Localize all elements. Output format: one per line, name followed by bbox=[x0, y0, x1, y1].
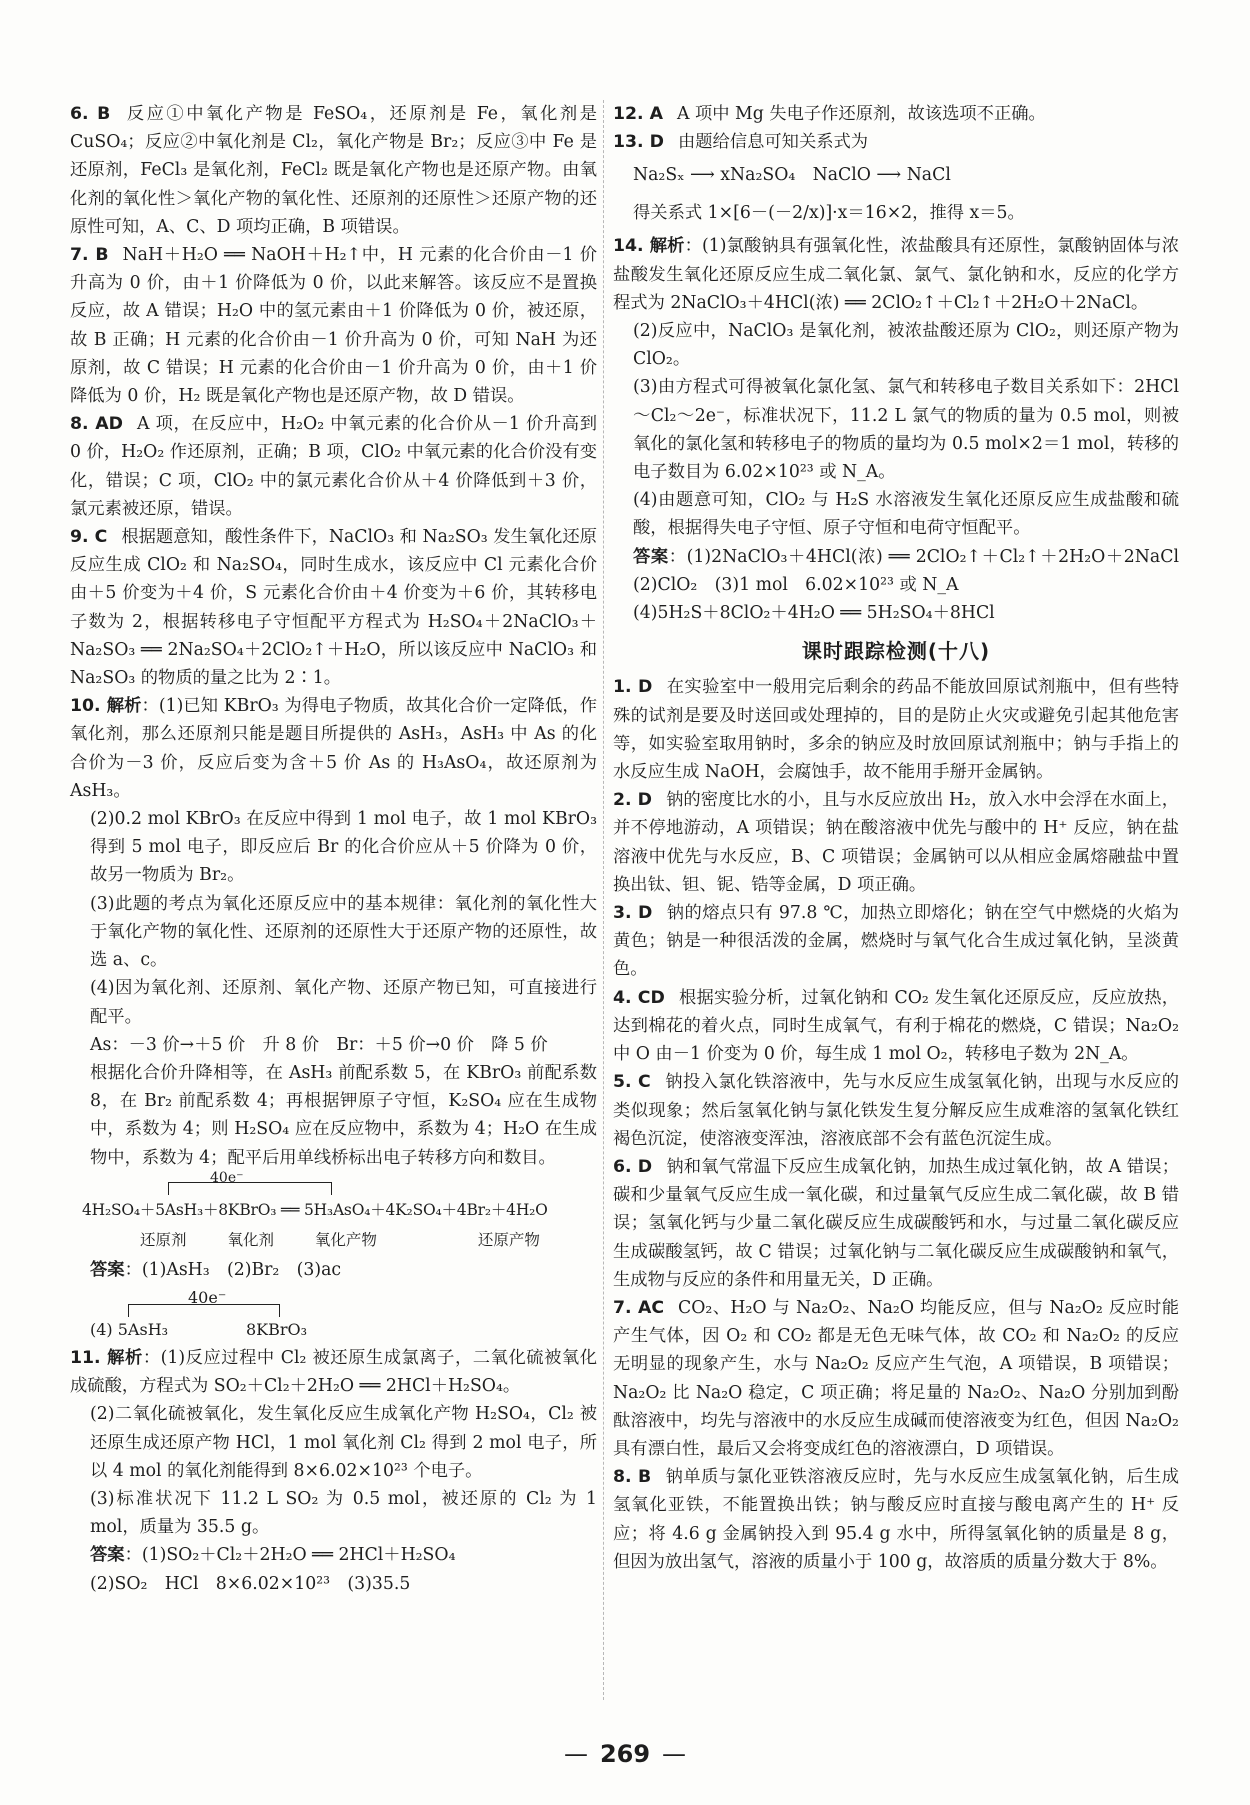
role-label: 还原剂 bbox=[140, 1230, 187, 1249]
page-number-value: 269 bbox=[599, 1740, 651, 1768]
answer-text: 在实验室中一般用完后剩余的药品不能放回原试剂瓶中，但有些特殊的试剂是要及时送回或处理掉的，目的是防止火灾或避免引起其他危害等，如实验室取用钠时，多余的钠应及时放回原试剂瓶中；钠与手指上的水反应生成 NaOH，会腐蚀手，故不能用手掰开金属钠。 bbox=[613, 677, 1179, 783]
answer-text: 钠和氧气常温下反应生成氧化钠，加热生成过氧化钠，故 A 错误；碳和少量氧气反应生成一氧化碳，和过量氧气反应生成二氧化碳，故 B 错误；氢氧化钙与少量二氧化碳反应生成碳酸钙和水，与过量二氧化碳反应生成碳酸氢钙，故 C 错误；过氧化钠与二氧化碳反应生成碳酸钠和氧气，生成物与反应的条件和用量无关，D 正确。 bbox=[613, 1156, 1180, 1290]
answer-s8 bbox=[613, 1463, 1179, 1576]
answer-text: (4)因为氧化剂、还原剂、氧化产物、还原产物已知，可直接进行配平。 bbox=[90, 978, 597, 1027]
answer-text: (3)标准状况下 11.2 L SO₂ 为 0.5 mol，被还原的 Cl₂ 为 1 mol，质量为 35.5 g。 bbox=[90, 1488, 597, 1538]
answer-text: CO₂、H₂O 与 Na₂O₂、Na₂O 均能反应，但与 Na₂O₂ 反应时能产生气体，因 O₂ 和 CO₂ 都是无色无味气体，故 CO₂ 和 Na₂O₂ 的反应无明显的现象产生，水与 Na₂O₂ 反应产生气泡，A 项错误，B 项错误；Na₂O₂ 比 Na₂O 稳定，C 项正确；将足量的 Na₂O₂、Na₂O 分别加到酚酞溶液中，均先与溶液中的水反应生成碱而使溶液变为红色，但因 Na₂O₂ 具有漂白性，最后又会将变成红色的溶液漂白，D 项错误。 bbox=[613, 1297, 1179, 1459]
answer-number: 11. 解析 bbox=[70, 1347, 143, 1368]
answer-text: 钠的密度比水的小，且与水反应放出 H₂，放入水中会浮在水面上，并不停地游动，A 项错误；钠在酸溶液中优先与酸中的 H⁺ 反应，钠在盐溶液中优先与水反应，B、C 项错误；金属钠可以从相应金属熔融盐中置换出钛、钽、铌、锆等金属，D 项正确。 bbox=[613, 790, 1180, 895]
answer-text: 反应①中氧化产物是 FeSO₄，还原剂是 Fe，氧化剂是 CuSO₄；反应②中氧化剂是 Cl₂，氧化产物是 Br₂；反应③中 Fe 是还原剂，FeCl₃ 是氧化剂，FeCl₂ 既是氧化产物也是还原产物。由氧化剂的氧化性＞氧化产物的氧化性、还原剂的还原性＞还原产物的还原性可知，A、C、D 项均正确，B 项错误。 bbox=[70, 104, 597, 237]
answer-q8 bbox=[70, 410, 597, 523]
answer-s5 bbox=[613, 1068, 1179, 1153]
answer-text: ：(1)反应过程中 Cl₂ 被还原生成氯离子，二氧化硫被氧化成硫酸，方程式为 SO₂＋Cl₂＋2H₂O ══ 2HCl＋H₂SO₄。 bbox=[70, 1347, 597, 1397]
answer-number: 9. C bbox=[70, 527, 108, 548]
answer-q13 bbox=[613, 128, 1179, 232]
answer-text: 钠投入氯化铁溶液中，先与水反应生成氢氧化钠，出现与水反应的类似现象；然后氢氧化钠与氯化铁发生复分解反应生成难溶的氢氧化铁红褐色沉淀，使溶液变浑浊，溶液底部不会有蓝色沉淀生成。 bbox=[613, 1072, 1179, 1149]
answer-text: 根据题意知，酸性条件下，NaClO₃ 和 Na₂SO₃ 发生氧化还原反应生成 ClO₂ 和 Na₂SO₄，同时生成水，该反应中 Cl 元素化合价由＋5 价变为＋4 价，S 元素化合价由＋4 价变为＋6 价，其转移电子数为 2，根据转移电子守恒配平方程式为 H₂SO₄＋2NaClO₃＋Na₂SO₃ ══ 2Na₂SO₄＋2ClO₂↑＋H₂O，所以该反应中 NaClO₃ 和 Na₂SO₃ 的物质的量之比为 2∶1。 bbox=[70, 527, 597, 689]
answer-s4 bbox=[613, 984, 1179, 1069]
answer-text: (3)此题的考点为氧化还原反应中的基本规律：氧化剂的氧化性大于氧化产物的氧化性、还原剂的还原性大于还原产物的还原性，故选 a、c。 bbox=[90, 893, 597, 971]
answer-text: 8KBrO₃ bbox=[246, 1319, 308, 1339]
answer-number: 7. B bbox=[70, 245, 109, 266]
role-label: 氧化剂 bbox=[227, 1230, 274, 1249]
answer-number: 2. D bbox=[613, 790, 653, 811]
answer-number: 3. D bbox=[613, 903, 653, 924]
answer-number: 8. B bbox=[613, 1467, 652, 1488]
right-column bbox=[613, 100, 1197, 1576]
answer-text: A 项中 Mg 失电子作还原剂，故该选项不正确。 bbox=[677, 104, 1046, 124]
electron-transfer-diagram bbox=[70, 1169, 597, 1256]
role-label: 氧化产物 bbox=[314, 1230, 377, 1249]
answer-label: 答案 bbox=[90, 1545, 125, 1566]
answer-number: 5. C bbox=[613, 1072, 651, 1093]
answer-text: 钠的熔点只有 97.8 ℃，加热立即熔化；钠在空气中燃烧的火焰为黄色；钠是一种很活泼的金属，燃烧时与氧气化合生成过氧化钠，呈淡黄色。 bbox=[613, 903, 1179, 980]
answer-text: ：(1)2NaClO₃＋4HCl(浓) ══ 2ClO₂↑＋Cl₂↑＋2H₂O＋2NaCl (2)ClO₂ (3)1 mol 6.02×10²³ 或 N_A bbox=[633, 546, 1197, 595]
relation-equation: 得关系式 1×[6－(－2/x)]·x＝16×2，推得 x＝5。 bbox=[633, 203, 1025, 224]
answer-text: NaH＋H₂O ══ NaOH＋H₂↑中，H 元素的化合价由－1 价升高为 0 价，由＋1 价降低为 0 价，以此来解答。该反应不是置换反应，故 A 错误；H₂O 中的氢元素由＋1 价降低为 0 价，被还原，故 B 正确；H 元素的化合价由－1 价升高为 0 价，可知 NaH 为还原剂，故 C 错误；H 元素的化合价由－1 价升高为 0 价，由＋1 价降低为 0 价，H₂ 既是氧化产物也是还原产物，故 D 错误。 bbox=[70, 245, 597, 407]
left-column bbox=[70, 100, 597, 1598]
answer-text: (4)5H₂S＋8ClO₂＋4H₂O ══ 5H₂SO₄＋8HCl bbox=[633, 603, 995, 624]
answer-number: 13. D bbox=[613, 132, 664, 153]
answer-text: 根据实验分析，过氧化钠和 CO₂ 发生氧化还原反应，反应放热，达到棉花的着火点，同时生成氧气，有利于棉花的燃烧，C 错误；Na₂O₂ 中 O 由－1 价变为 0 价，每生成 1 mol O₂，转移电子数为 2N_A。 bbox=[613, 987, 1179, 1065]
page-number: — 269 — bbox=[563, 1740, 687, 1768]
answer-text: (2)SO₂ HCl 8×6.02×10²³ (3)35.5 bbox=[90, 1573, 411, 1594]
answer-q9 bbox=[70, 523, 597, 692]
answer-number: 14. 解析 bbox=[613, 236, 685, 257]
answer-text: A 项，在反应中，H₂O₂ 中氧元素的化合价从－1 价升高到 0 价，H₂O₂ 作还原剂，正确；B 项，ClO₂ 中氧元素的化合价没有变化，错误；C 项，ClO₂ 中的氯元素化合价从＋4 价降低到＋3 价，氯元素被还原，错误。 bbox=[70, 414, 597, 519]
transfer-label: 40e⁻ bbox=[188, 1287, 227, 1307]
answer-text: ：(1)已知 KBrO₃ 为得电子物质，故其化合价一定降低，作氧化剂，那么还原剂只能是题目所提供的 AsH₃，AsH₃ 中 As 的化合价为－3 价，反应后变为含＋5 价 As 的 H₃AsO₄，故还原剂为 AsH₃。 bbox=[70, 696, 597, 801]
section-title: 课时跟踪检测(十八) bbox=[801, 639, 991, 664]
transfer-label: 40e⁻ bbox=[210, 1169, 244, 1186]
answer-text: (3)由方程式可得被氧化氯化氢、氯气和转移电子数目关系如下：2HCl～Cl₂～2e⁻，标准状况下，11.2 L 氯气的物质的量为 0.5 mol，则被氧化的氯化氢和转移电子的物质的量均为 0.5 mol×2＝1 mol，转移的电子数目为 6.02×10²³ 或 N_A。 bbox=[633, 377, 1179, 483]
answer-label: 答案 bbox=[633, 546, 669, 567]
answer-text: (2)二氧化硫被氧化，发生氧化反应生成氧化产物 H₂SO₄，Cl₂ 被还原生成还原产物 HCl，1 mol 氧化剂 Cl₂ 得到 2 mol 电子，所以 4 mol 的氧化剂能得到 8×6.02×10²³ 个电子。 bbox=[90, 1404, 597, 1481]
answer-text: As：－3 价→＋5 价 升 8 价 Br：＋5 价→0 价 降 5 价 bbox=[90, 1034, 548, 1055]
relation-equation: Na₂Sₓ ⟶ xNa₂SO₄ NaClO ⟶ NaCl bbox=[633, 165, 951, 186]
role-label: 还原产物 bbox=[477, 1230, 540, 1249]
answer-number: 7. AC bbox=[613, 1297, 665, 1318]
answer-s6 bbox=[613, 1153, 1179, 1294]
transfer-bracket bbox=[168, 1182, 332, 1195]
answer-text: 根据化合价升降相等，在 AsH₃ 前配系数 5，在 KBrO₃ 前配系数 8，在 Br₂ 前配系数 4；再根据钾原子守恒，K₂SO₄ 应在生成物中，系数为 4；则 H₂SO₄ 应在反应物中，系数为 4；H₂O 在生成物中，系数为 4；配平后用单线桥标出电子转移方向和数目。 bbox=[90, 1062, 597, 1168]
answer-q10 bbox=[70, 692, 597, 1344]
answer-text: 由题给信息可知关系式为 bbox=[677, 132, 869, 153]
answer-s2 bbox=[613, 786, 1179, 899]
role-labels bbox=[140, 1226, 576, 1254]
answer-number: 1. D bbox=[613, 677, 653, 698]
answer-text: ：(1)氯酸钠具有强氧化性，浓盐酸具有还原性，氯酸钠固体与浓盐酸发生氧化还原反应生成二氧化氯、氯气、氯化钠和水，反应的化学方程式为 2NaClO₃＋4HCl(浓) ══ 2ClO₂↑＋Cl₂↑＋2H₂O＋2NaCl。 bbox=[613, 236, 1179, 313]
answer-text: ：(1)SO₂＋Cl₂＋2H₂O ══ 2HCl＋H₂SO₄ bbox=[124, 1545, 456, 1566]
answer-s1 bbox=[613, 673, 1179, 786]
answer-number: 10. 解析 bbox=[70, 696, 142, 717]
answer-number: 4. CD bbox=[613, 987, 665, 1008]
answer-number: 12. A bbox=[613, 104, 664, 124]
answer-text: (2)反应中，NaClO₃ 是氧化剂，被浓盐酸还原为 ClO₂，则还原产物为 ClO₂。 bbox=[633, 321, 1179, 370]
answer-number: 6. D bbox=[613, 1156, 653, 1177]
electron-transfer-diagram-answer bbox=[70, 1284, 597, 1344]
answer-q7 bbox=[70, 241, 597, 410]
balanced-equation: 4H₂SO₄＋5AsH₃＋8KBrO₃ ══ 5H₃AsO₄＋4K₂SO₄＋4Br₂＋4H₂O bbox=[82, 1200, 548, 1219]
answer-text: (2)0.2 mol KBrO₃ 在反应中得到 1 mol 电子，故 1 mol KBrO₃ 得到 5 mol 电子，即反应后 Br 的化合价应从＋5 价降为 0 价，故另一物质为 Br₂。 bbox=[90, 809, 597, 886]
answer-q12 bbox=[613, 100, 1179, 128]
answer-q14 bbox=[613, 232, 1197, 627]
answer-number: 8. AD bbox=[70, 414, 123, 435]
answer-text: 钠单质与氯化亚铁溶液反应时，先与水反应生成氢氧化钠，后生成氢氧化亚铁，不能置换出铁；钠与酸反应时直接与酸电离产生的 H⁺ 反应；将 4.6 g 金属钠投入到 95.4 g 水中，所得氢氧化钠的质量是 8 g，但因为放出氢气，溶液的质量小于 100 g，故溶质的质量分数大于 8%。 bbox=[613, 1467, 1179, 1572]
answer-s7 bbox=[613, 1294, 1179, 1463]
answer-text: ：(1)AsH₃ (2)Br₂ (3)ac bbox=[124, 1259, 342, 1280]
column-divider bbox=[603, 100, 604, 1700]
answer-s3 bbox=[613, 899, 1179, 984]
answer-q11 bbox=[70, 1344, 597, 1598]
answer-label: 答案 bbox=[90, 1259, 125, 1280]
answer-q6 bbox=[70, 100, 597, 241]
answer-text: (4)由题意可知，ClO₂ 与 H₂S 水溶液发生氧化还原反应生成盐酸和硫酸，根据得失电子守恒、原子守恒和电荷守恒配平。 bbox=[633, 490, 1179, 539]
answer-text: (4) 5AsH₃ bbox=[90, 1319, 169, 1339]
answer-number: 6. B bbox=[70, 104, 111, 124]
